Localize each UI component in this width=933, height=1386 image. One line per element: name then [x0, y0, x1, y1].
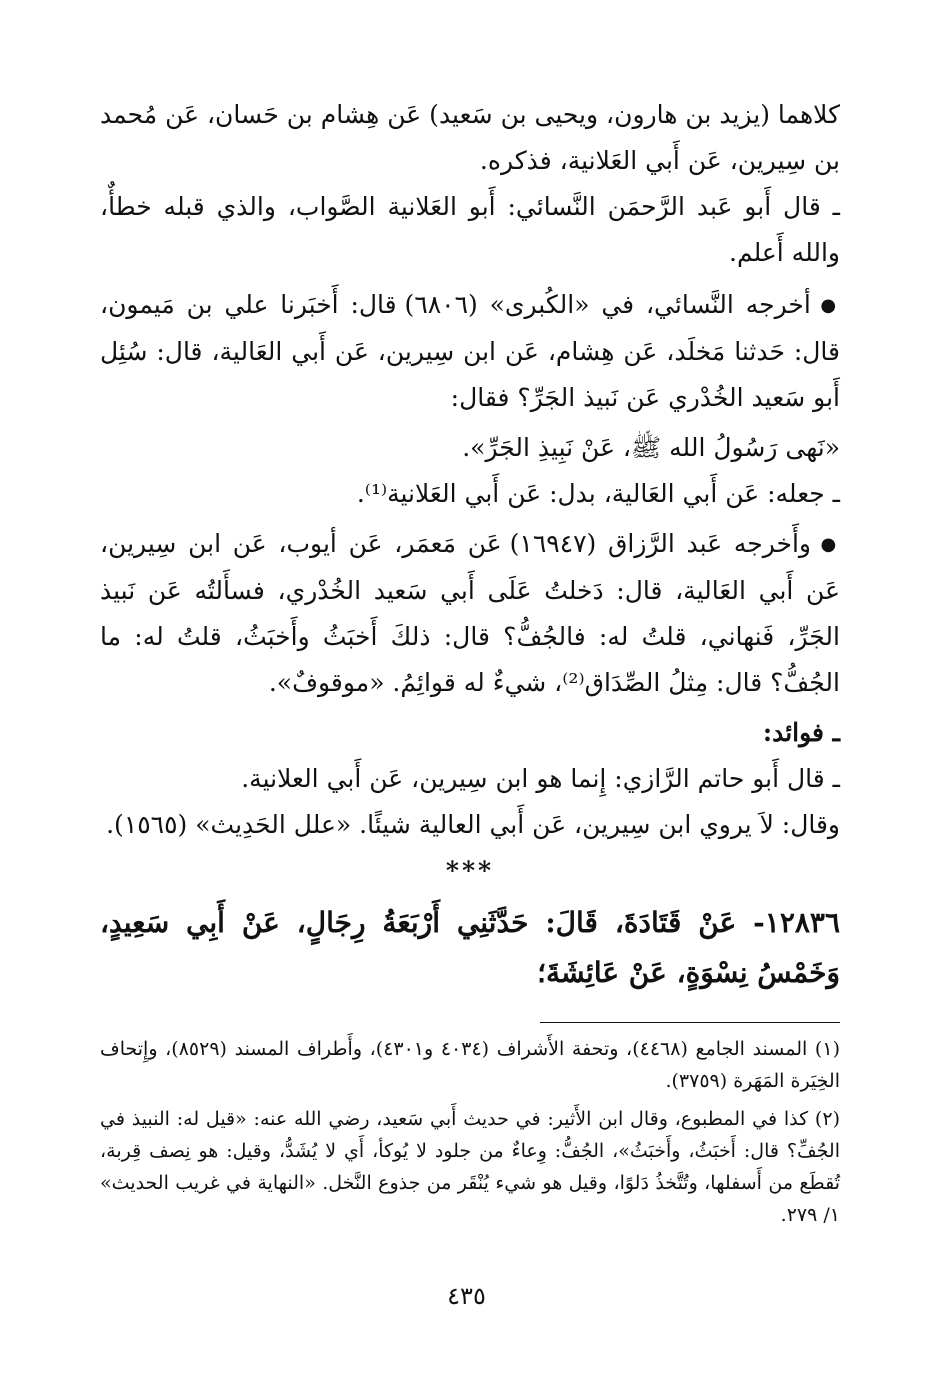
page-body [100, 92, 840, 1231]
page-number: ٤٣٥ [447, 1282, 486, 1310]
paragraph-2: ـ قال أَبو عَبد الرَّحمَن النَّسائي: أَبو العَلانية الصَّواب، والذي قبله خطأٌ، والله أَعلم. [100, 192, 840, 267]
paragraph-1: كلاهما (يزيد بن هارون، ويحيى بن سَعيد) عَن هِشام بن حَسان، عَن مُحمد بن سِيرين، عَن أَبي العَلانية، فذكره. [100, 100, 840, 175]
footnote-2: (٢) كذا في المطبوع، وقال ابن الأَثير: في حديث أَبي سَعيد، رضي الله عنه: «قيل له: النبيذ في الجُفِّ؟ قال: أَخبَثُ، وأَخبَثُ»، الجُفُّ: وِعاءٌ من جلود لا يُوكأ، أَي لا يُشَدُّ، وقيل: هو نِصف قِربة، تُقطَع من أَسفلها، وتُتَّخذُ دَلوًا، وقيل هو شيء يُنْقَر من جذوع النَّخل. «النهاية في غريب الحديث» ١/ ٢٧٩. [100, 1108, 840, 1226]
footnote-separator [540, 1022, 840, 1023]
benefits-heading: ـ فوائد: [762, 718, 840, 747]
paragraph-6: ● وأَخرجه عَبد الرَّزاق (١٦٩٤٧) عَن مَعمَر، عَن أيوب، عَن ابن سِيرين، عَن أَبي العَالية، قال: دَخلتُ عَلَى أَبي سَعيد الخُدْري، فسأَلتُه عَن نَبيذ الجَرِّ، فَنهاني، قلتُ له: فالجُفُّ؟ قال: ذلكَ أَخبَثُ وأَخبَثُ، قلتُ له: ما الجُفُّ؟ قال: مِثلُ الصِّدَاق⁽²⁾، شيءٌ له قوائِمُ. «موقوفٌ». [100, 521, 840, 706]
paragraph-9: وقال: لاَ يروي ابن سِيرين، عَن أَبي العالية شيئًا. «علل الحَدِيث» (١٥٦٥). [106, 810, 840, 839]
hadith-12836: ١٢٨٣٦- عَنْ قَتَادَةَ، قَالَ: حَدَّثَنِي أَرْبَعَةُ رِجَالٍ، عَنْ أَبِي سَعِيدٍ، وَخَمْسُ نِسْوَةٍ، عَنْ عَائِشَةَ؛ [100, 906, 840, 989]
main-text [100, 92, 840, 998]
section-separator: *** [445, 856, 495, 885]
paragraph-5: ـ جعله: عَن أَبي العَالية، بدل: عَن أَبي العَلانية⁽¹⁾. [356, 479, 840, 508]
paragraph-3: ● أخرجه النَّسائي، في «الكُبرى» (٦٨٠٦) قال: أَخبَرنا علي بن مَيمون، قال: حَدثنا مَخلَد، عَن هِشام، عَن ابن سِيرين، عَن أَبي العَالية، قال: سُئِل أَبو سَعيد الخُدْري عَن نَبيذ الجَرِّ؟ فقال: [100, 282, 840, 421]
paragraph-8: ـ قال أَبو حاتم الرَّازي: إِنما هو ابن سِيرين، عَن أَبي العلانية. [241, 764, 840, 793]
footnote-1: (١) المسند الجامع (٤٤٦٨)، وتحفة الأَشراف (٤٠٣٤ و٤٣٠١)، وأَطراف المسند (٨٥٢٩)، وإِتحاف الخِيَرة المَهَرة (٣٧٥٩). [100, 1038, 840, 1092]
footnotes [100, 1033, 840, 1231]
hadith-quote: «نَهى رَسُولُ الله ﷺ، عَنْ نَبِيذِ الجَرِّ». [462, 433, 840, 462]
